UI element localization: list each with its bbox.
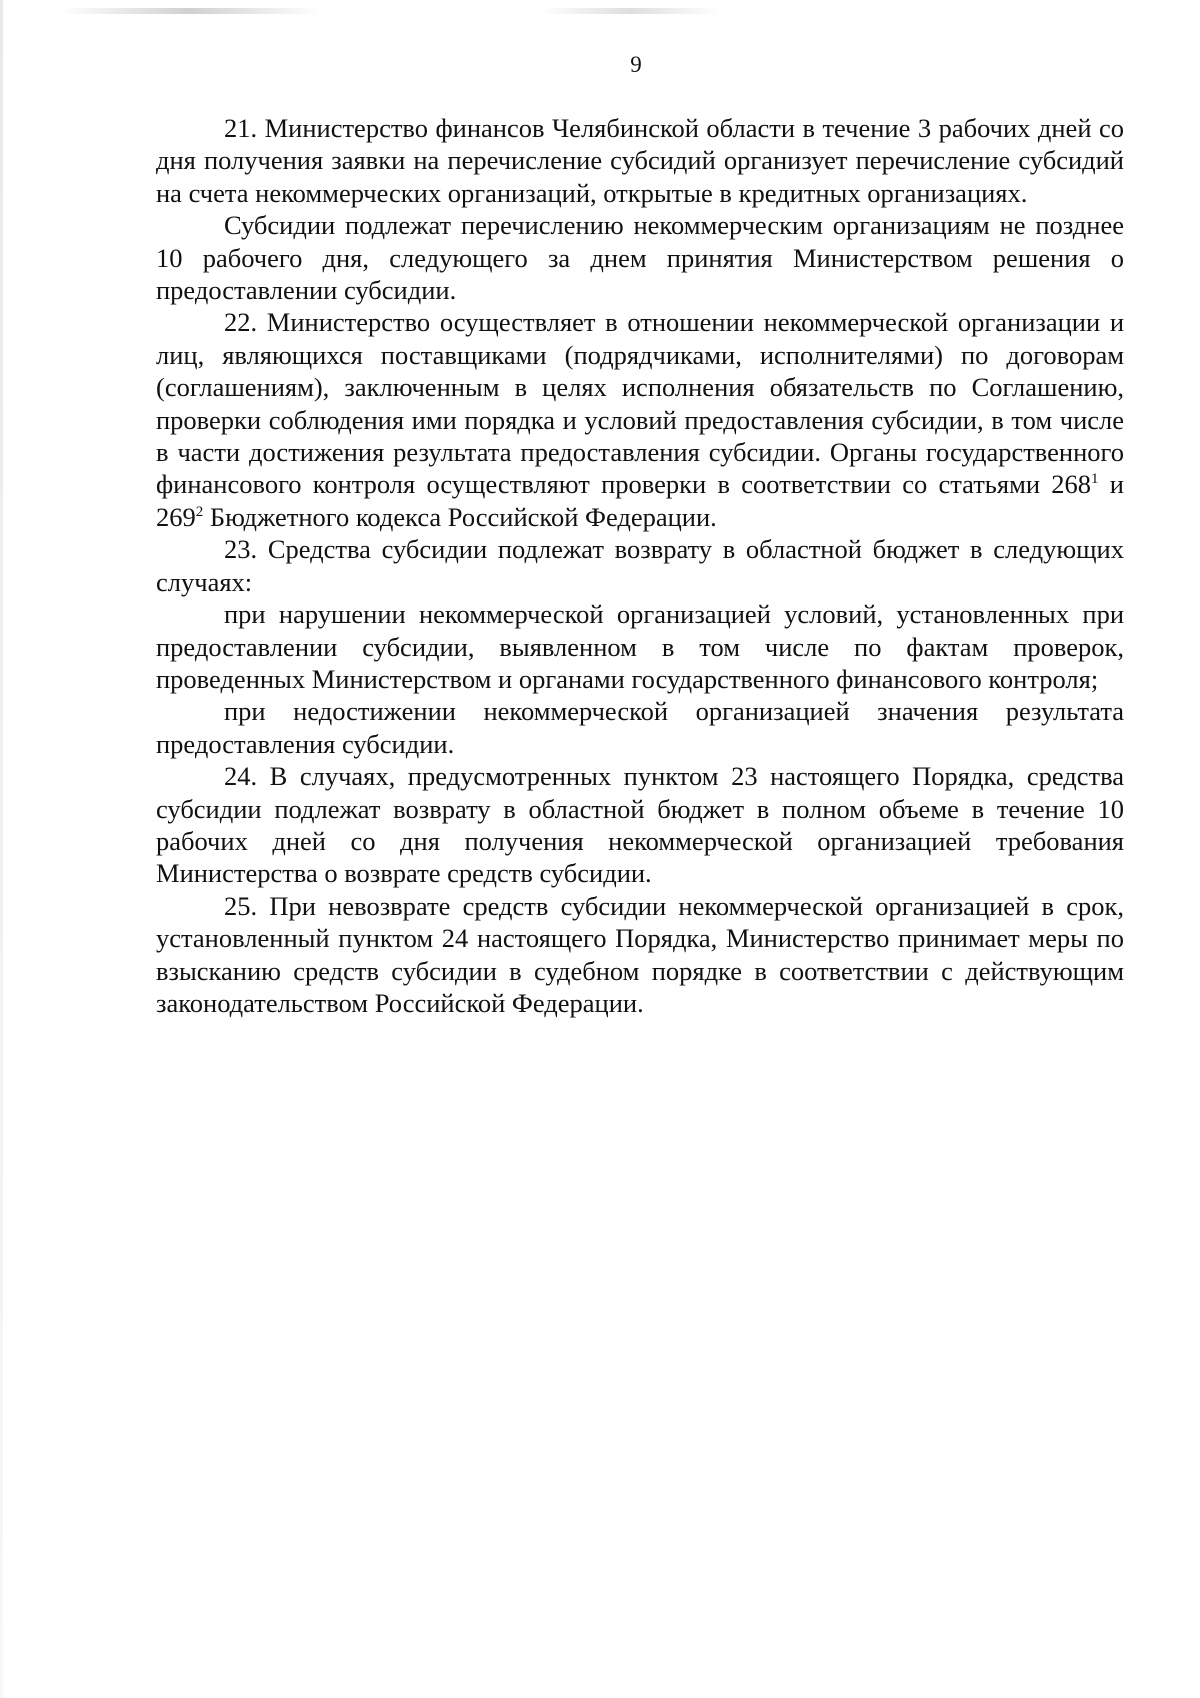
superscript-1: 1 xyxy=(1091,471,1099,488)
paragraph-22 xyxy=(156,306,1124,533)
paragraph-21-subsidies: Субсидии подлежат перечислению некоммерческим организациям не позднее 10 рабочего дня, следующего за днем принятия Министерством решения о предоставлении субсидии. xyxy=(156,210,1124,306)
paragraph-23: 23. Средства субсидии подлежат возврату в областной бюджет в следующих случаях: xyxy=(156,534,1124,597)
paragraph-24: 24. В случаях, предусмотренных пунктом 23 настоящего Порядка, средства субсидии подлежат возврату в областной бюджет в полном объеме в течение 10 рабочих дней со дня получения некоммерческой организацией требования Министерства о возврате средств субсидии. xyxy=(156,761,1124,889)
scan-edge-artifact xyxy=(0,0,3,1698)
paragraph-25: 25. При невозврате средств субсидии некоммерческой организацией в срок, установленный пунктом 24 настоящего Порядка, Министерство принимает меры по взысканию средств субсидии в судебном порядке в соответствии с действующим законодательством Российской Федерации. xyxy=(156,890,1124,1018)
paragraph-21: 21. Министерство финансов Челябинской области в течение 3 рабочих дней со дня получения заявки на перечисление субсидий организует перечисление субсидий на счета некоммерческих организаций, открытые в кредитных организациях. xyxy=(156,113,1124,208)
document-body xyxy=(156,112,1124,1019)
paragraph-23-case-violation: при нарушении некоммерческой организацией условий, установленных при предоставлении субсидии, выявленном в том числе по фактам проверок, проведенных Министерством и органами государственного финансового контроля; xyxy=(156,599,1124,694)
scan-artifact-left xyxy=(60,8,320,14)
paragraph-22-text-before: 22. Министерство осуществляет в отношении некоммерческой организации и лиц, являющихся поставщиками (подрядчиками, исполнителями) по договорам (соглашениям), заключенным в целях исполнения обязательств по Соглашению, проверки соблюдения ими порядка и условий предоставления субсидии, в том числе в части достижения результата предоставления субсидии. Органы государственного финансового контроля осуществляют проверки в соответствии со статьями 268 xyxy=(156,307,1124,500)
paragraph-23-case-result: при недостижении некоммерческой организацией значения результата предоставления субсидии. xyxy=(156,696,1124,759)
page-number: 9 xyxy=(630,52,642,77)
superscript-2: 2 xyxy=(195,504,204,521)
paragraph-22-text-mid: и 269 xyxy=(156,469,1124,532)
paragraph-22-text-after: Бюджетного кодекса Российской Федерации. xyxy=(203,501,717,532)
scan-artifact-center xyxy=(540,8,720,14)
